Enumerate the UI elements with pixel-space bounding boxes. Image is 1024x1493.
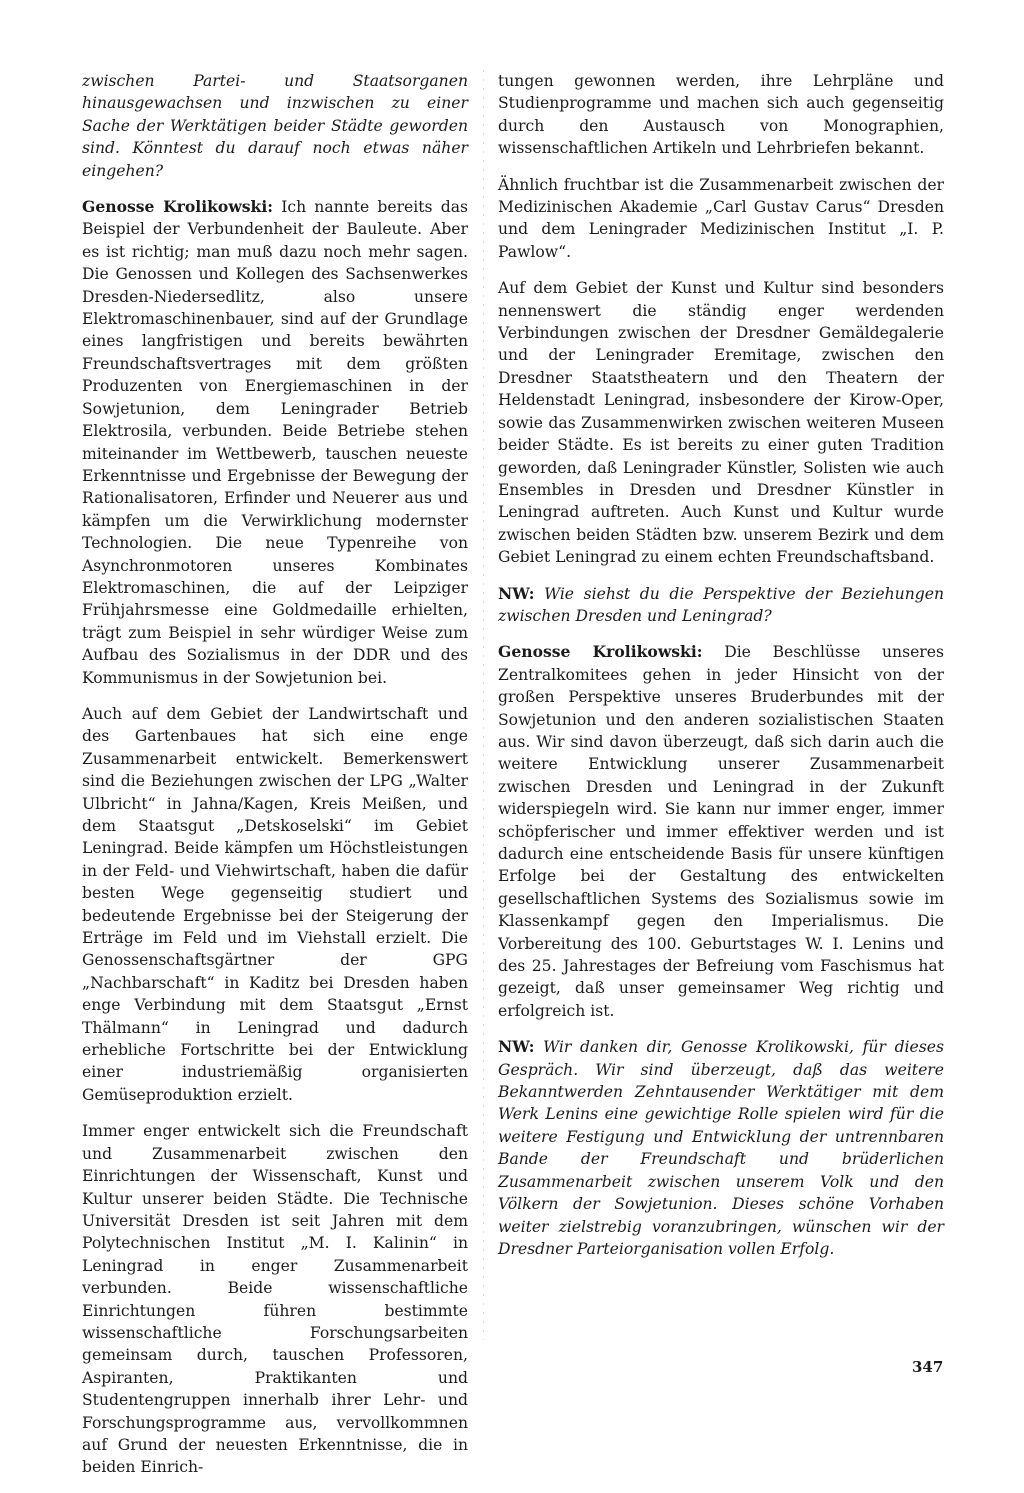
paragraph-medicine: Ähnlich fruchtbar ist die Zusammenarbeit zwischen der Medizinischen Akademie „Carl Gustav Carus“ Dresden und dem Leningrader Medizinischen Institut „I. P. Pawlow“. bbox=[498, 175, 944, 261]
question-text: Wie siehst du die Perspektive der Beziehungen zwischen Dresden und Leningrad? bbox=[498, 584, 944, 625]
speaker-label: NW: bbox=[498, 1037, 535, 1057]
paragraph-agriculture: Auch auf dem Gebiet der Landwirtschaft und des Gartenbaues hat sich eine enge Zusammenarbeit entwickelt. Bemerkenswert sind die Beziehungen zwischen der LPG „Walter Ulbricht“ in Jahna/Kagen, Kreis Meißen, und dem Staatsgut „Detskoselski“ im Gebiet Leningrad. Beide kämpfen um Höchstleistungen in der Feld- und Viehwirtschaft, haben die dafür besten Wege gegenseitig studiert und bedeutende Ergebnisse bei der Steigerung der Erträge im Feld und im Viehstall erzielt. Die Genossenschaftsgärtner der GPG „Nachbarschaft“ in Kaditz bei Dresden haben enge Verbindung mit dem Staatsgut „Ernst Thälmann“ in Leningrad und dadurch erhebliche Fortschritte bei der Entwicklung einer industriemäßig organisierten Gemüseproduktion erzielt. bbox=[82, 704, 468, 1104]
answer-text: Ich nannte bereits das Beispiel der Verbundenheit der Bauleute. Aber es ist richtig; man muß dazu noch mehr sagen. Die Genossen und Kollegen des Sachsenwerkes Dresden-Niedersedlitz, also unsere Elektromaschinenbauer, sind auf der Grundlage eines langfristigen und bereits bewährten Freundschaftsvertrages mit dem größten Produzenten von Energiemaschinen in der Sowjetunion, dem Leningrader Betrieb Elektrosila, verbunden. Beide Betriebe stehen miteinander im Wettbewerb, tauschen neueste Erkenntnisse und Ergebnisse der Bewegung der Rationalisatoren, Erfinder und Neuerer aus und kämpfen um die Verwirklichung modernster Technologien. Die neue Typenreihe von Asynchronmotoren unseres Kombinates Elektromaschinen, die auf der Leipziger Frühjahrsmesse eine Goldmedaille erhielten, trägt zum Beispiel in sehr würdiger Weise zum Aufbau des Sozialismus in der DDR und des Kommunismus in der Sowjetunion bei. bbox=[82, 198, 468, 687]
left-column bbox=[82, 70, 468, 1493]
interview-question bbox=[498, 583, 944, 628]
answer-text: Die Beschlüsse unseres Zentralkomitees gehen in jeder Hinsicht von der großen Perspektive unseres Bruderbundes mit der Sowjetunion und den anderen sozialistischen Staaten aus. Wir sind davon überzeugt, daß sich darin auch die weitere Entwicklung unserer Zusammenarbeit zwischen Dresden und Leningrad in der Zukunft widerspiegeln wird. Sie kann nur immer enger, immer schöpferischer und immer effektiver werden und ist dadurch eine entscheidende Basis für unsere künftigen Erfolge bei der Gestaltung des entwickelten gesellschaftlichen Systems des Sozialismus sowie im Klassenkampf gegen den Imperialismus. Die Vorbereitung des 100. Geburtstages W. I. Lenins und des 25. Jahrestages der Befreiung vom Faschismus hat gezeigt, daß unser gemeinsamer Weg richtig und erfolgreich ist. bbox=[498, 643, 944, 1020]
closing-text: Wir danken dir, Genosse Krolikowski, für dieses Gespräch. Wir sind überzeugt, daß das weitere Bekanntwerden Zehntausender Werktätiger mit dem Werk Lenins eine gewichtige Rolle spielen wird für die weitere Festigung und Entwicklung der untrennbaren Bande der Freundschaft und brüderlichen Zusammenarbeit zwischen unserem Volk und den Völkern der Sowjetunion. Dieses schöne Vorhaben weiter zielstrebig voranzubringen, wünschen wir der Dresdner Parteiorganisation vollen Erfolg. bbox=[498, 1038, 944, 1258]
page-number: 347 bbox=[912, 1358, 944, 1376]
right-column bbox=[498, 70, 944, 1274]
interview-closing bbox=[498, 1036, 944, 1260]
speaker-label: NW: bbox=[498, 583, 535, 603]
paragraph-culture: Auf dem Gebiet der Kunst und Kultur sind besonders nennenswert die ständig enger werdenden Verbindungen zwischen der Dresdner Gemäldegalerie und der Leningrader Eremitage, zwischen den Dresdner Staatstheatern und den Theatern der Heldenstadt Leningrad, insbesondere der Kirow-Oper, sowie das Zusammenwirken zwischen weiteren Museen beider Städte. Es ist bereits zu einer guten Tradition geworden, daß Leningrader Künstler, Solisten wie auch Ensembles in Dresden und Dresdner Künstler in Leningrad auftreten. Auch Kunst und Kultur wurde zwischen beiden Städten bzw. unserem Bezirk und dem Gebiet Leningrad zu einem echten Freundschaftsband. bbox=[498, 279, 944, 567]
paragraph-science-continued: tungen gewonnen werden, ihre Lehrpläne und Studienprogramme und machen sich auch gegenseitig durch den Austausch von Monographien, wissenschaftlichen Artikeln und Lehrbriefen bekannt. bbox=[498, 72, 944, 158]
speaker-label: Genosse Krolikowski: bbox=[82, 197, 274, 217]
paragraph-science: Immer enger entwickelt sich die Freundschaft und Zusammenarbeit zwischen den Einrichtungen der Wissenschaft, Kunst und Kultur unserer beiden Städte. Die Technische Universität Dresden ist seit Jahren mit dem Polytechnischen Institut „M. I. Kalinin“ in Leningrad in enger Zusammenarbeit verbunden. Beide wissenschaftliche Einrichtungen führen bestimmte wissenschaftliche Forschungsarbeiten gemeinsam durch, tauschen Professoren, Aspiranten, Praktikanten und Studentengruppen innerhalb ihrer Lehr- und Forschungsprogramme aus, vervollkommnen auf Grund der neuesten Erkenntnisse, die in beiden Einrich- bbox=[82, 1122, 468, 1477]
answer-paragraph-perspective bbox=[498, 641, 944, 1022]
speaker-label: Genosse Krolikowski: bbox=[498, 642, 703, 662]
interview-question-continuation: zwischen Partei- und Staatsorganen hinausgewachsen und inzwischen zu einer Sache der Werktätigen beider Städte geworden sind. Könntest du darauf noch etwas näher eingehen? bbox=[82, 72, 468, 180]
answer-paragraph-industry bbox=[82, 196, 468, 689]
column-divider bbox=[483, 70, 484, 1340]
